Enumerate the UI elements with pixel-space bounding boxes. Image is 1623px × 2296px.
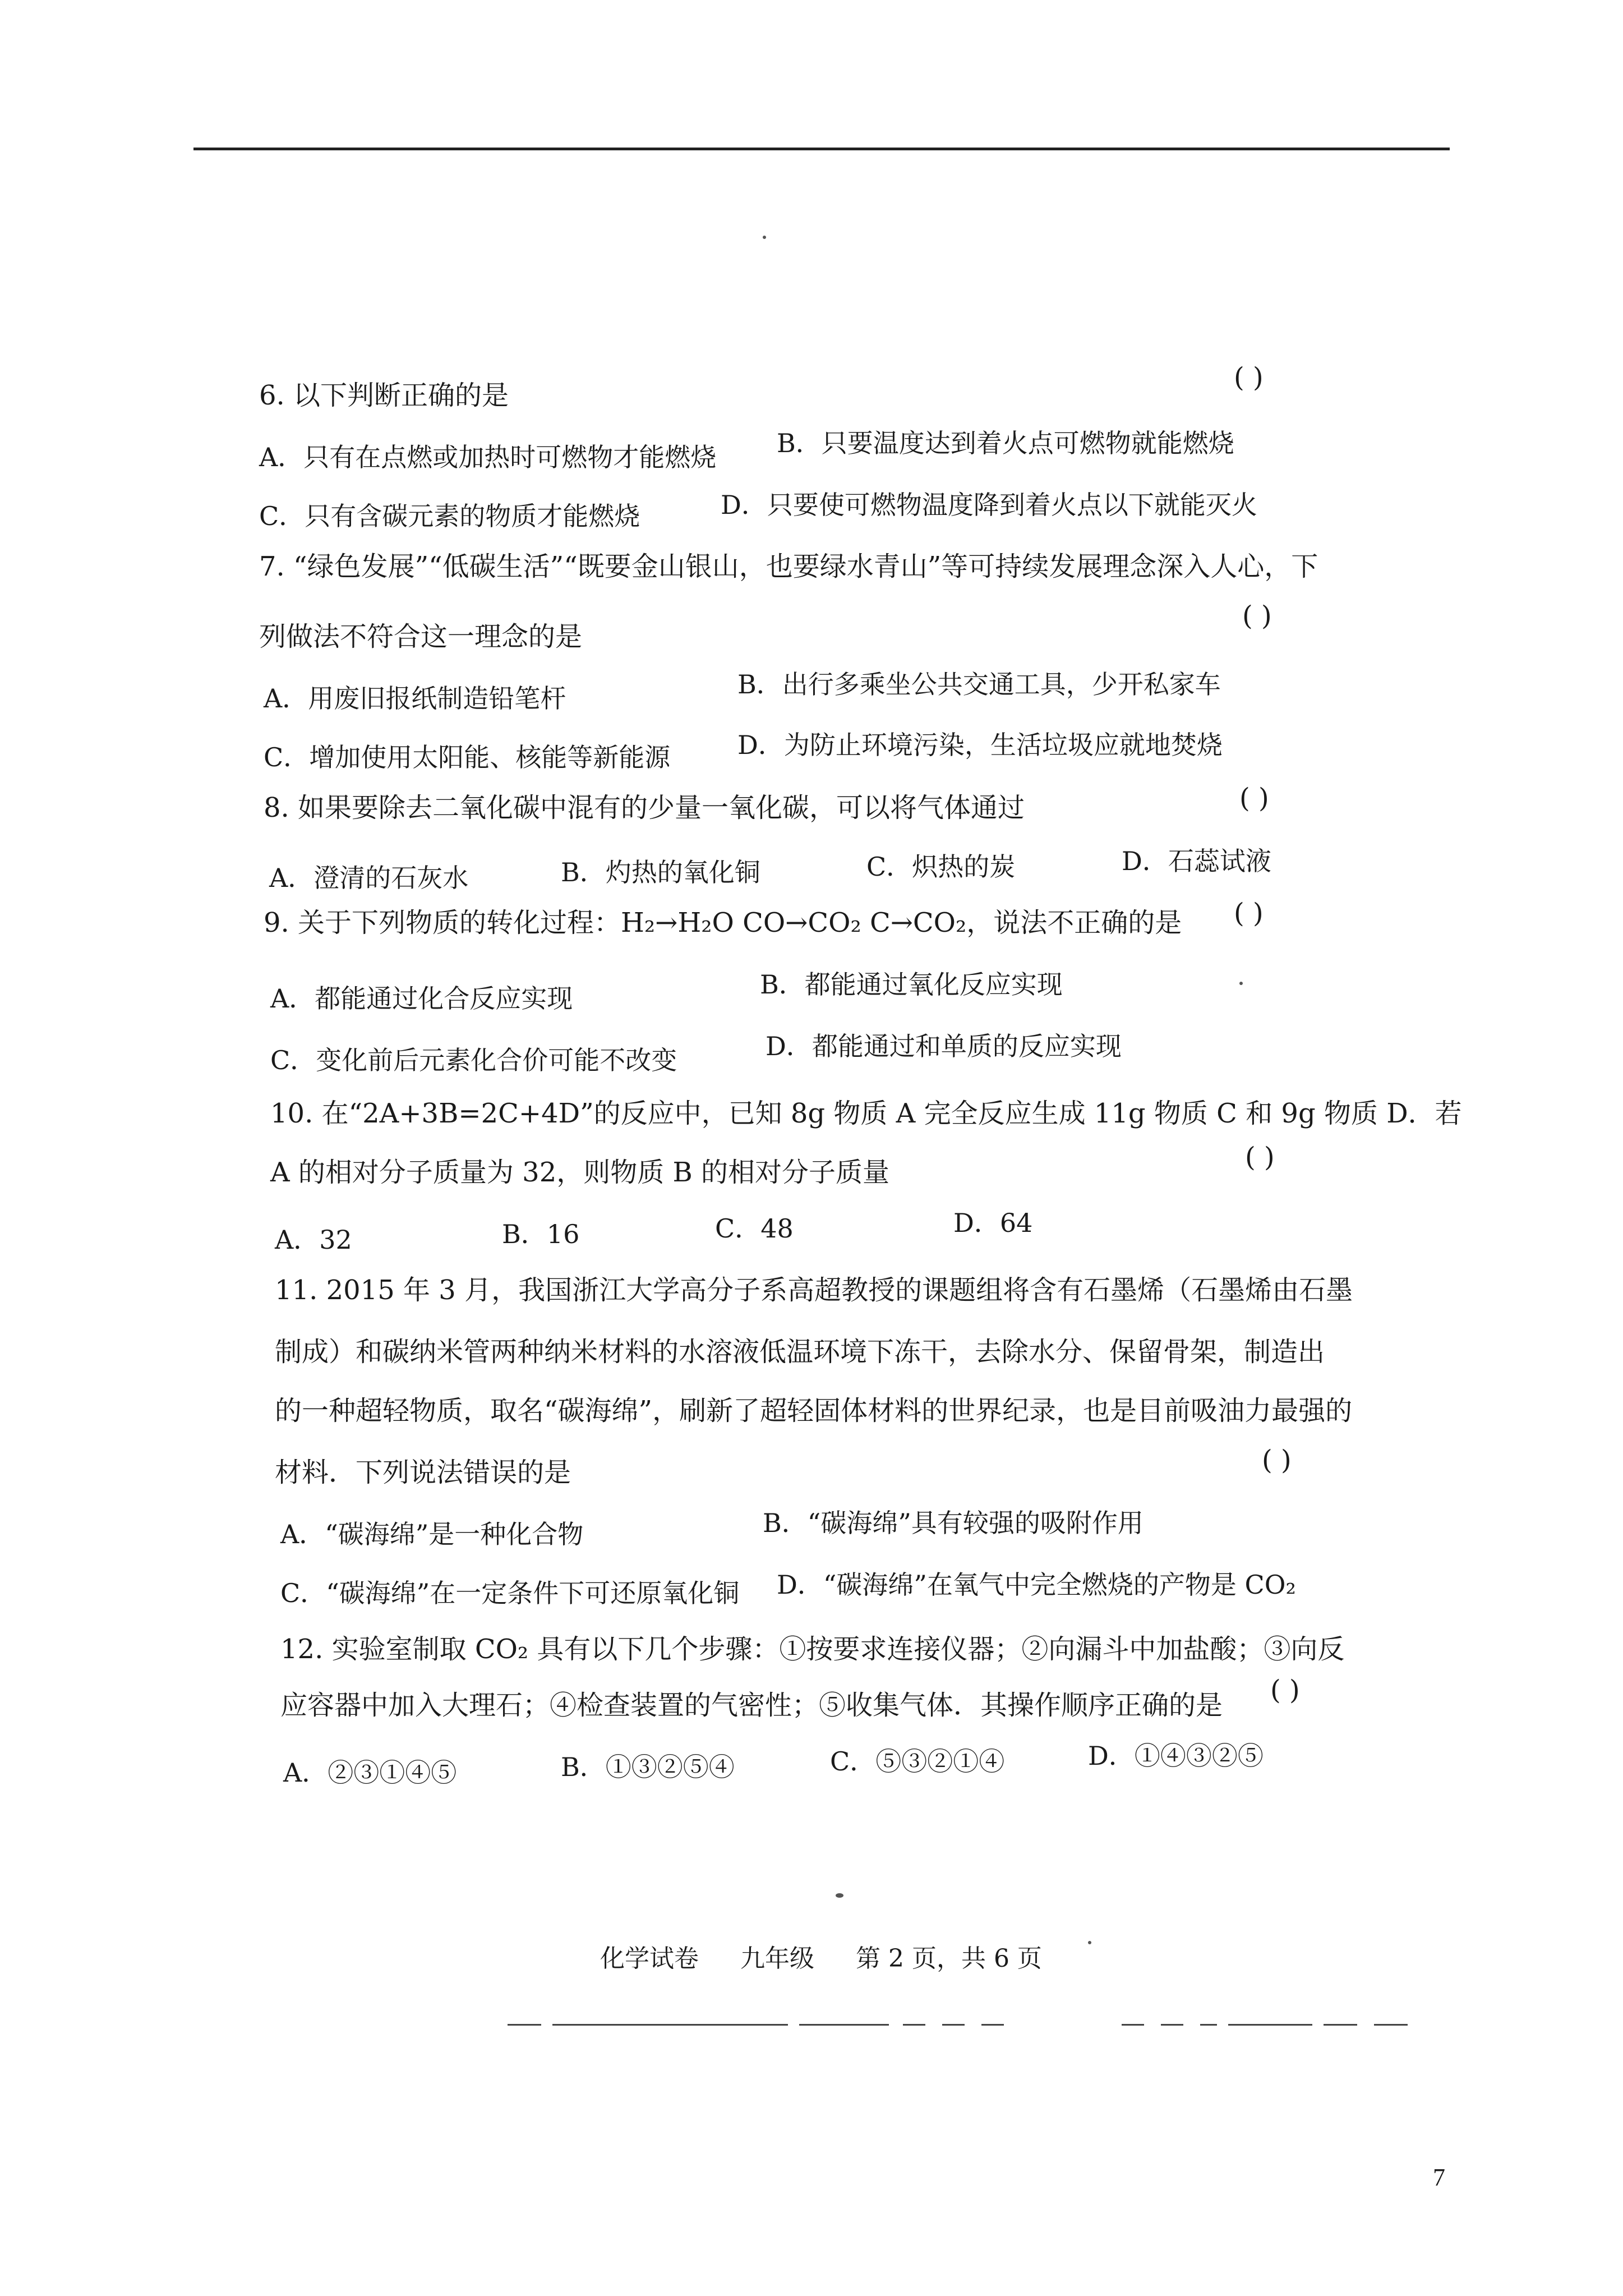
option-c: C．“碳海绵”在一定条件下可还原氧化铜	[280, 1578, 740, 1608]
question-stem: 的一种超轻物质，取名“碳海绵”，刷新了超轻固体材料的世界纪录，也是目前吸油力最强的	[275, 1395, 1353, 1427]
question-stem: 列做法不符合这一理念的是	[259, 621, 583, 652]
bottom-rule-segment	[1200, 2024, 1217, 2026]
bottom-rule-segment	[1324, 2024, 1357, 2026]
option-c: C．只有含碳元素的物质才能燃烧	[259, 501, 640, 531]
scan-speck	[836, 1893, 843, 1898]
question-stem: 制成）和碳纳米管两种纳米材料的水溶液低温环境下冻干，去除水分、保留骨架，制造出	[275, 1336, 1325, 1368]
question-stem: 12. 实验室制取 CO₂ 具有以下几个步骤：①按要求连接仪器；②向漏斗中加盐酸；③向反	[280, 1634, 1345, 1665]
option-b: B．“碳海绵”具有较强的吸附作用	[763, 1508, 1144, 1538]
option-a: A．“碳海绵”是一种化合物	[280, 1519, 584, 1549]
scan-speck	[1239, 982, 1243, 985]
answer-bracket: ( )	[1270, 1674, 1300, 1706]
question-stem: 应容器中加入大理石；④检查装置的气密性；⑤收集气体．其操作顺序正确的是	[280, 1690, 1223, 1721]
answer-bracket: ( )	[1245, 1142, 1275, 1173]
page-number: 7	[1433, 2164, 1445, 2191]
option-d: D．“碳海绵”在氧气中完全燃烧的产物是 CO₂	[777, 1570, 1296, 1600]
option-d: D．只要使可燃物温度降到着火点以下就能灭火	[721, 490, 1257, 520]
option-c: C．炽热的炭	[866, 852, 1016, 882]
bottom-rule-segment	[1374, 2024, 1408, 2026]
footer-subject: 化学试卷	[600, 1944, 699, 1973]
option-a: A．用废旧报纸制造铅笔杆	[264, 683, 566, 714]
option-c: C．增加使用太阳能、核能等新能源	[264, 742, 671, 772]
option-b: B．灼热的氧化铜	[561, 857, 760, 887]
option-a: A．32	[275, 1225, 352, 1255]
option-b: B．16	[502, 1219, 580, 1249]
question-stem: 6. 以下判断正确的是	[259, 380, 509, 411]
question-stem: 10. 在“2A+3B=2C+4D”的反应中，已知 8g 物质 A 完全反应生成 11g 物质 C 和 9g 物质 D．若	[270, 1098, 1462, 1129]
question-stem: A 的相对分子质量为 32，则物质 B 的相对分子质量	[270, 1157, 890, 1188]
page-footer	[600, 1938, 1076, 1974]
bottom-rule-segment	[1228, 2024, 1312, 2026]
option-b: B．都能通过氧化反应实现	[760, 969, 1063, 1000]
bottom-rule-segment	[981, 2024, 1004, 2026]
option-d: D．①④③②⑤	[1088, 1741, 1264, 1771]
option-d: D．石蕊试液	[1122, 846, 1271, 876]
bottom-rule-segment	[799, 2024, 889, 2026]
footer-page-info: 第 2 页，共 6 页	[856, 1944, 1042, 1973]
bottom-rule-segment	[508, 2024, 541, 2026]
option-d: D．都能通过和单质的反应实现	[766, 1031, 1122, 1061]
answer-bracket: ( )	[1242, 600, 1272, 632]
option-b: B．只要温度达到着火点可燃物就能燃烧	[777, 428, 1234, 458]
question-stem: 7. “绿色发展”“低碳生活”“既要金山银山，也要绿水青山”等可持续发展理念深入人心，下	[259, 551, 1318, 582]
option-a: A．②③①④⑤	[283, 1757, 457, 1788]
option-c: C．变化前后元素化合价可能不改变	[270, 1045, 677, 1075]
scan-speck	[1088, 1941, 1091, 1944]
answer-bracket: ( )	[1234, 898, 1264, 929]
question-stem: 11. 2015 年 3 月，我国浙江大学高分子系高超教授的课题组将含有石墨烯（石墨烯由石墨	[275, 1274, 1353, 1306]
option-a: A．都能通过化合反应实现	[270, 983, 573, 1014]
bottom-rule-segment	[552, 2024, 788, 2026]
scan-speck	[763, 236, 766, 239]
bottom-rule-segment	[942, 2024, 965, 2026]
option-b: B．①③②⑤④	[561, 1752, 735, 1782]
option-d: D．64	[953, 1208, 1033, 1238]
bottom-rule-segment	[1122, 2024, 1144, 2026]
answer-bracket: ( )	[1234, 362, 1264, 393]
bottom-rule-segment	[903, 2024, 925, 2026]
option-a: A．只有在点燃或加热时可燃物才能燃烧	[259, 442, 717, 472]
question-stem: 8. 如果要除去二氧化碳中混有的少量一氧化碳，可以将气体通过	[264, 792, 1025, 823]
option-c: C．48	[715, 1213, 794, 1244]
question-stem: 材料．下列说法错误的是	[275, 1457, 571, 1488]
bottom-rule-segment	[1161, 2024, 1183, 2026]
answer-bracket: ( )	[1239, 783, 1269, 814]
answer-bracket: ( )	[1262, 1444, 1292, 1476]
option-d: D．为防止环境污染，生活垃圾应就地焚烧	[737, 730, 1223, 760]
top-rule	[193, 148, 1450, 150]
question-stem: 9. 关于下列物质的转化过程：H₂→H₂O CO→CO₂ C→CO₂，说法不正确的是	[264, 907, 1182, 938]
option-c: C．⑤③②①④	[830, 1746, 1005, 1777]
footer-grade: 九年级	[740, 1944, 814, 1973]
option-a: A．澄清的石灰水	[269, 863, 469, 893]
option-b: B．出行多乘坐公共交通工具，少开私家车	[737, 669, 1221, 700]
